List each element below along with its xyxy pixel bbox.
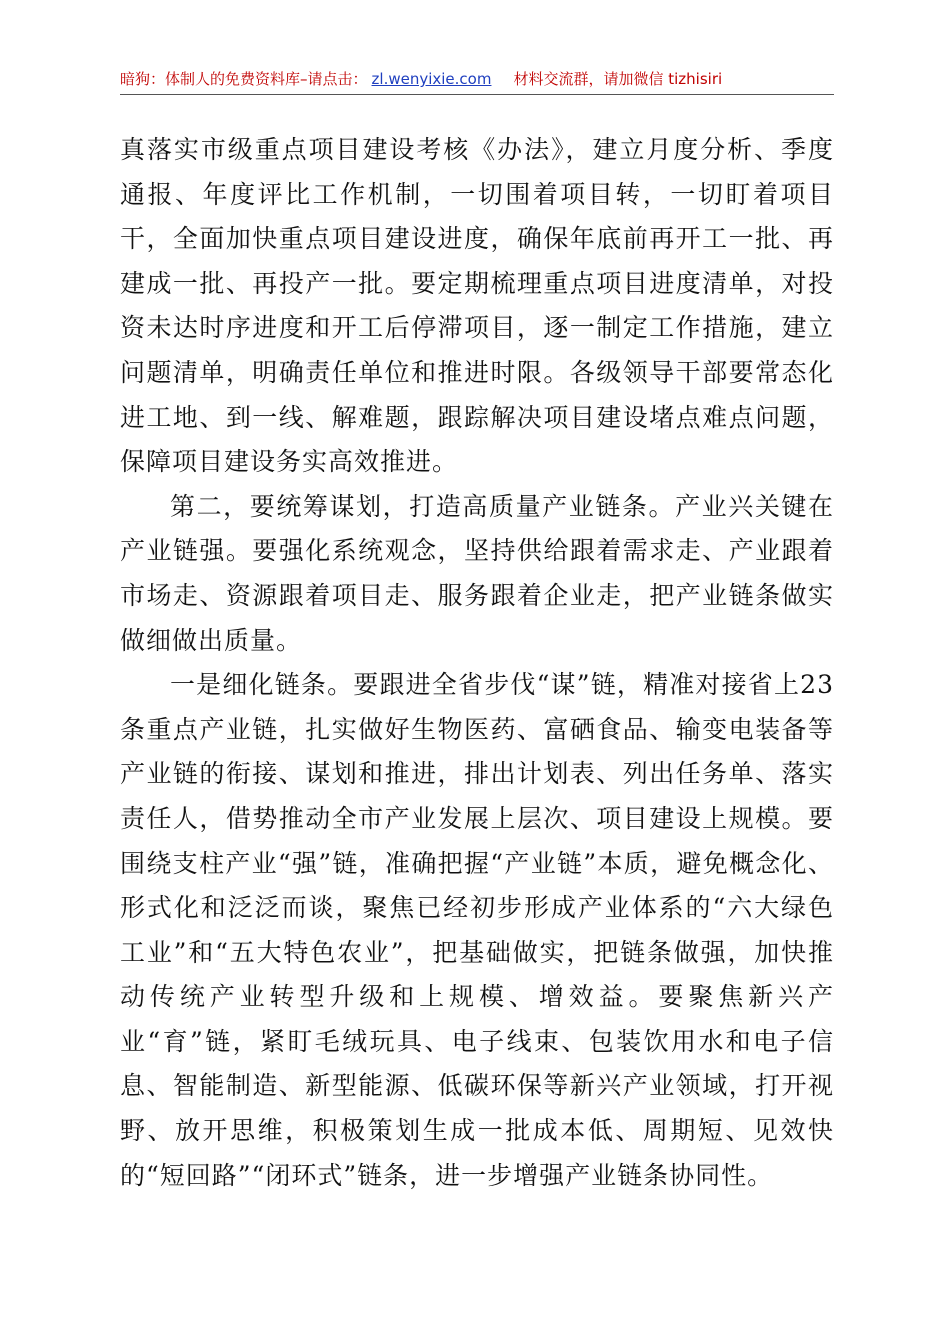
header-link[interactable]: zl.wenyixie.com <box>371 70 492 88</box>
header-brand: 暗狗：体制人的免费资料库 <box>120 70 301 88</box>
document-body <box>120 128 834 1198</box>
header-contact: 材料交流群，请加微信 tizhisiri <box>513 70 723 88</box>
paragraph-second-point: 第二，要统筹谋划，打造高质量产业链条。产业兴关键在产业链强。要强化系统观念，坚持供给跟着需求走、产业跟着市场走、资源跟着项目走、服务跟着企业走，把产业链条做实做细做出质量。 <box>120 491 834 655</box>
paragraph-refine-chain: 一是细化链条。要跟进全省步伐“谋”链，精准对接省上23条重点产业链，扎实做好生物医药、富硒食品、输变电装备等产业链的衔接、谋划和推进，排出计划表、列出任务单、落实责任人，借势推动全市产业发展上层次、项目建设上规模。要围绕支柱产业“强”链，准确把握“产业链”本质，避免概念化、形式化和泛泛而谈，聚焦已经初步形成产业体系的“六大绿色工业”和“五大特色农业”，把基础做实，把链条做强，加快推动传统产业转型升级和上规模、增效益。要聚焦新兴产业“育”链，紧盯毛绒玩具、电子线束、包装饮用水和电子信息、智能制造、新型能源、低碳环保等新兴产业领域，打开视野、放开思维，积极策划生成一批成本低、周期短、见效快的“短回路”“闭环式”链条，进一步增强产业链条协同性。 <box>120 670 834 1190</box>
header-prompt: –请点击： <box>300 70 368 88</box>
paragraph-continuation: 真落实市级重点项目建设考核《办法》，建立月度分析、季度通报、年度评比工作机制，一切围着项目转，一切盯着项目干，全面加快重点项目建设进度，确保年底前再开工一批、再建成一批、再投产一批。要定期梳理重点项目进度清单，对投资未达时序进度和开工后停滞项目，逐一制定工作措施，建立问题清单，明确责任单位和推进时限。各级领导干部要常态化进工地、到一线、解难题，跟踪解决项目建设堵点难点问题，保障项目建设务实高效推进。 <box>120 135 834 477</box>
page-header <box>120 66 834 95</box>
